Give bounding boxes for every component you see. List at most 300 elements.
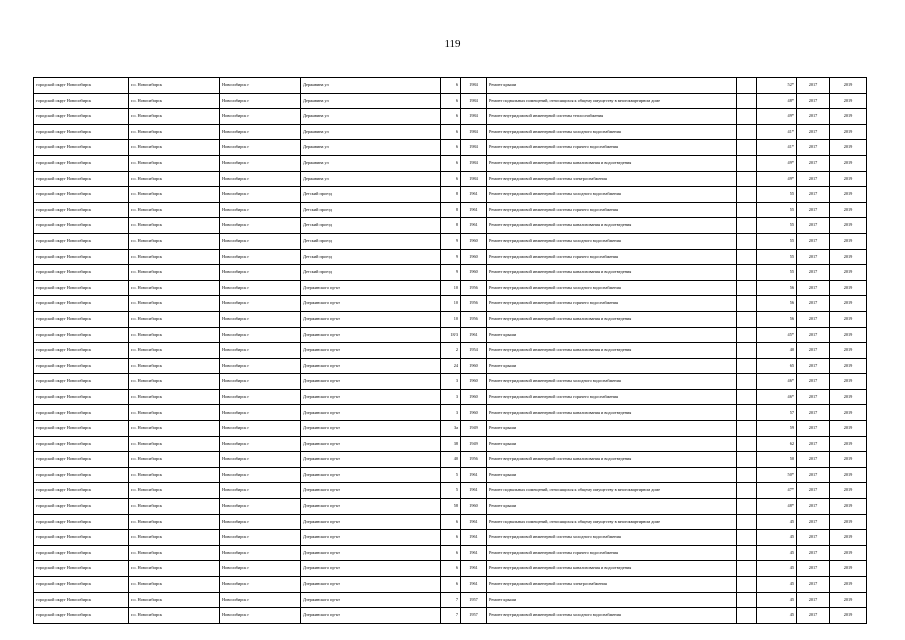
work-type-cell: Ремонт внутридомовой инженерной системы холодного водоснабжения [487, 187, 737, 203]
wear-percent-cell: 45 [757, 514, 797, 530]
wear-percent-cell: 50* [757, 467, 797, 483]
wear-percent-cell: 50 [757, 452, 797, 468]
year-built-cell: 1960 [461, 389, 487, 405]
district-cell: г.о. Новосибирск [129, 389, 220, 405]
start-year-cell: 2017 [797, 78, 830, 94]
municipality-cell: городской округ Новосибирск [34, 358, 129, 374]
wear-percent-cell: 55 [757, 187, 797, 203]
wear-percent-cell: 45 [757, 561, 797, 577]
city-cell: Новосибирск г [220, 545, 301, 561]
house-number-cell: 9 [441, 233, 461, 249]
empty-cell [737, 499, 757, 515]
work-type-cell: Ремонт крыши [487, 327, 737, 343]
city-cell: Новосибирск г [220, 311, 301, 327]
street-cell: Дзержинского пр-кт [301, 608, 441, 624]
table-row [34, 187, 867, 203]
district-cell: г.о. Новосибирск [129, 187, 220, 203]
work-type-cell: Ремонт внутридомовой инженерной системы электроснабжения [487, 171, 737, 187]
house-number-cell: 3 [441, 405, 461, 421]
wear-percent-cell: 46* [757, 374, 797, 390]
end-year-cell: 2019 [830, 171, 867, 187]
city-cell: Новосибирск г [220, 389, 301, 405]
street-cell: Дзержинского пр-кт [301, 389, 441, 405]
end-year-cell: 2019 [830, 452, 867, 468]
empty-cell [737, 514, 757, 530]
work-type-cell: Ремонт внутридомовой инженерной системы горячего водоснабжения [487, 296, 737, 312]
house-number-cell: 40 [441, 452, 461, 468]
house-number-cell: 3 [441, 374, 461, 390]
district-cell: г.о. Новосибирск [129, 171, 220, 187]
street-cell: Детский проезд [301, 218, 441, 234]
street-cell: Дзержинского пр-кт [301, 374, 441, 390]
end-year-cell: 2019 [830, 467, 867, 483]
work-type-cell: Ремонт крыши [487, 421, 737, 437]
city-cell: Новосибирск г [220, 155, 301, 171]
street-cell: Дзержинского пр-кт [301, 467, 441, 483]
start-year-cell: 2017 [797, 265, 830, 281]
municipality-cell: городской округ Новосибирск [34, 499, 129, 515]
work-type-cell: Ремонт внутридомовой инженерной системы канализования и водоотведения [487, 561, 737, 577]
end-year-cell: 2019 [830, 358, 867, 374]
end-year-cell: 2019 [830, 202, 867, 218]
year-built-cell: 1961 [461, 187, 487, 203]
empty-cell [737, 358, 757, 374]
wear-percent-cell: 48* [757, 499, 797, 515]
table-row [34, 374, 867, 390]
district-cell: г.о. Новосибирск [129, 249, 220, 265]
street-cell: Дзержинского пр-кт [301, 483, 441, 499]
wear-percent-cell: 45 [757, 530, 797, 546]
municipality-cell: городской округ Новосибирск [34, 233, 129, 249]
district-cell: г.о. Новосибирск [129, 545, 220, 561]
work-type-cell: Ремонт внутридомовой инженерной системы горячего водоснабжения [487, 140, 737, 156]
work-type-cell: Ремонт внутридомовой инженерной системы холодного водоснабжения [487, 530, 737, 546]
wear-percent-cell: 41* [757, 124, 797, 140]
street-cell: Детский проезд [301, 249, 441, 265]
district-cell: г.о. Новосибирск [129, 608, 220, 624]
municipality-cell: городской округ Новосибирск [34, 109, 129, 125]
empty-cell [737, 296, 757, 312]
street-cell: Дзержинского пр-кт [301, 452, 441, 468]
year-built-cell: 1961 [461, 483, 487, 499]
table-row [34, 483, 867, 499]
district-cell: г.о. Новосибирск [129, 140, 220, 156]
street-cell: Дзержинского пр-кт [301, 436, 441, 452]
street-cell: Дзержинского пр-кт [301, 530, 441, 546]
work-type-cell: Ремонт крыши [487, 358, 737, 374]
district-cell: г.о. Новосибирск [129, 155, 220, 171]
table-row [34, 93, 867, 109]
work-type-cell: Ремонт внутридомовой инженерной системы электроснабжения [487, 577, 737, 593]
table-row [34, 155, 867, 171]
wear-percent-cell: 48* [757, 93, 797, 109]
start-year-cell: 2017 [797, 452, 830, 468]
street-cell: Дзержинского пр-кт [301, 545, 441, 561]
empty-cell [737, 530, 757, 546]
street-cell: Державина ул [301, 78, 441, 94]
year-built-cell: 1960 [461, 233, 487, 249]
year-built-cell: 1961 [461, 545, 487, 561]
table-row [34, 545, 867, 561]
start-year-cell: 2017 [797, 467, 830, 483]
district-cell: г.о. Новосибирск [129, 218, 220, 234]
municipality-cell: городской округ Новосибирск [34, 265, 129, 281]
municipality-cell: городской округ Новосибирск [34, 514, 129, 530]
table-row [34, 171, 867, 187]
empty-cell [737, 577, 757, 593]
city-cell: Новосибирск г [220, 436, 301, 452]
year-built-cell: 1984 [461, 171, 487, 187]
house-number-cell: 8 [441, 218, 461, 234]
district-cell: г.о. Новосибирск [129, 296, 220, 312]
city-cell: Новосибирск г [220, 405, 301, 421]
year-built-cell: 1984 [461, 78, 487, 94]
municipality-cell: городской округ Новосибирск [34, 436, 129, 452]
start-year-cell: 2017 [797, 202, 830, 218]
start-year-cell: 2017 [797, 483, 830, 499]
work-type-cell: Ремонт крыши [487, 592, 737, 608]
house-number-cell: 8 [441, 187, 461, 203]
house-number-cell: 7 [441, 608, 461, 624]
district-cell: г.о. Новосибирск [129, 280, 220, 296]
year-built-cell: 1960 [461, 499, 487, 515]
end-year-cell: 2019 [830, 140, 867, 156]
year-built-cell: 1961 [461, 327, 487, 343]
end-year-cell: 2019 [830, 233, 867, 249]
street-cell: Дзержинского пр-кт [301, 514, 441, 530]
year-built-cell: 1961 [461, 467, 487, 483]
wear-percent-cell: 49* [757, 109, 797, 125]
empty-cell [737, 155, 757, 171]
municipality-cell: городской округ Новосибирск [34, 187, 129, 203]
municipality-cell: городской округ Новосибирск [34, 483, 129, 499]
wear-percent-cell: 55 [757, 202, 797, 218]
street-cell: Державина ул [301, 171, 441, 187]
start-year-cell: 2017 [797, 389, 830, 405]
municipality-cell: городской округ Новосибирск [34, 249, 129, 265]
street-cell: Дзержинского пр-кт [301, 343, 441, 359]
street-cell: Дзержинского пр-кт [301, 280, 441, 296]
empty-cell [737, 421, 757, 437]
street-cell: Державина ул [301, 155, 441, 171]
table-row [34, 452, 867, 468]
wear-percent-cell: 55 [757, 249, 797, 265]
municipality-cell: городской округ Новосибирск [34, 296, 129, 312]
empty-cell [737, 171, 757, 187]
year-built-cell: 1984 [461, 93, 487, 109]
house-number-cell: 7 [441, 592, 461, 608]
municipality-cell: городской округ Новосибирск [34, 311, 129, 327]
wear-percent-cell: 56 [757, 311, 797, 327]
table-row [34, 421, 867, 437]
municipality-cell: городской округ Новосибирск [34, 124, 129, 140]
house-number-cell: 6 [441, 124, 461, 140]
district-cell: г.о. Новосибирск [129, 93, 220, 109]
empty-cell [737, 561, 757, 577]
district-cell: г.о. Новосибирск [129, 327, 220, 343]
start-year-cell: 2017 [797, 374, 830, 390]
house-number-cell: 5 [441, 483, 461, 499]
empty-cell [737, 467, 757, 483]
work-type-cell: Ремонт внутридомовой инженерной системы холодного водоснабжения [487, 124, 737, 140]
table-row [34, 233, 867, 249]
end-year-cell: 2019 [830, 374, 867, 390]
district-cell: г.о. Новосибирск [129, 499, 220, 515]
start-year-cell: 2017 [797, 280, 830, 296]
city-cell: Новосибирск г [220, 499, 301, 515]
wear-percent-cell: 40 [757, 343, 797, 359]
district-cell: г.о. Новосибирск [129, 265, 220, 281]
start-year-cell: 2017 [797, 233, 830, 249]
house-number-cell: 6 [441, 561, 461, 577]
empty-cell [737, 233, 757, 249]
end-year-cell: 2019 [830, 187, 867, 203]
table-row [34, 405, 867, 421]
empty-cell [737, 202, 757, 218]
house-number-cell: 18/3 [441, 327, 461, 343]
end-year-cell: 2019 [830, 421, 867, 437]
start-year-cell: 2017 [797, 109, 830, 125]
wear-percent-cell: 45 [757, 545, 797, 561]
table-body [34, 78, 867, 624]
municipality-cell: городской округ Новосибирск [34, 452, 129, 468]
city-cell: Новосибирск г [220, 280, 301, 296]
street-cell: Дзержинского пр-кт [301, 577, 441, 593]
district-cell: г.о. Новосибирск [129, 358, 220, 374]
city-cell: Новосибирск г [220, 327, 301, 343]
municipality-cell: городской округ Новосибирск [34, 374, 129, 390]
wear-percent-cell: 45 [757, 577, 797, 593]
start-year-cell: 2017 [797, 561, 830, 577]
house-number-cell: 10 [441, 280, 461, 296]
start-year-cell: 2017 [797, 93, 830, 109]
wear-percent-cell: 49* [757, 171, 797, 187]
street-cell: Дзержинского пр-кт [301, 327, 441, 343]
wear-percent-cell: 59 [757, 421, 797, 437]
end-year-cell: 2019 [830, 561, 867, 577]
house-number-cell: 8 [441, 202, 461, 218]
city-cell: Новосибирск г [220, 265, 301, 281]
district-cell: г.о. Новосибирск [129, 124, 220, 140]
city-cell: Новосибирск г [220, 592, 301, 608]
district-cell: г.о. Новосибирск [129, 202, 220, 218]
work-type-cell: Ремонт крыши [487, 499, 737, 515]
house-number-cell: 3а [441, 421, 461, 437]
city-cell: Новосибирск г [220, 78, 301, 94]
street-cell: Державина ул [301, 93, 441, 109]
work-type-cell: Ремонт подвальных помещений, относящихся к общему имуществу в многоквартирном доме [487, 483, 737, 499]
empty-cell [737, 545, 757, 561]
city-cell: Новосибирск г [220, 467, 301, 483]
table-row [34, 389, 867, 405]
empty-cell [737, 389, 757, 405]
city-cell: Новосибирск г [220, 577, 301, 593]
street-cell: Державина ул [301, 124, 441, 140]
city-cell: Новосибирск г [220, 343, 301, 359]
end-year-cell: 2019 [830, 577, 867, 593]
start-year-cell: 2017 [797, 311, 830, 327]
year-built-cell: 1957 [461, 592, 487, 608]
empty-cell [737, 343, 757, 359]
start-year-cell: 2017 [797, 327, 830, 343]
wear-percent-cell: 45 [757, 608, 797, 624]
municipality-cell: городской округ Новосибирск [34, 93, 129, 109]
street-cell: Державина ул [301, 140, 441, 156]
house-number-cell: 6 [441, 514, 461, 530]
district-cell: г.о. Новосибирск [129, 483, 220, 499]
year-built-cell: 1956 [461, 280, 487, 296]
street-cell: Дзержинского пр-кт [301, 358, 441, 374]
table-row [34, 78, 867, 94]
municipality-cell: городской округ Новосибирск [34, 608, 129, 624]
municipality-cell: городской округ Новосибирск [34, 202, 129, 218]
city-cell: Новосибирск г [220, 452, 301, 468]
table-row [34, 514, 867, 530]
end-year-cell: 2019 [830, 265, 867, 281]
wear-percent-cell: 45 [757, 592, 797, 608]
house-number-cell: 9 [441, 265, 461, 281]
city-cell: Новосибирск г [220, 187, 301, 203]
year-built-cell: 1961 [461, 561, 487, 577]
wear-percent-cell: 47* [757, 483, 797, 499]
year-built-cell: 1957 [461, 608, 487, 624]
end-year-cell: 2019 [830, 483, 867, 499]
city-cell: Новосибирск г [220, 514, 301, 530]
end-year-cell: 2019 [830, 296, 867, 312]
house-number-cell: 6 [441, 530, 461, 546]
street-cell: Дзержинского пр-кт [301, 421, 441, 437]
start-year-cell: 2017 [797, 171, 830, 187]
city-cell: Новосибирск г [220, 483, 301, 499]
wear-percent-cell: 46* [757, 389, 797, 405]
table-row [34, 577, 867, 593]
start-year-cell: 2017 [797, 155, 830, 171]
empty-cell [737, 452, 757, 468]
year-built-cell: 1984 [461, 155, 487, 171]
municipality-cell: городской округ Новосибирск [34, 140, 129, 156]
empty-cell [737, 280, 757, 296]
work-type-cell: Ремонт внутридомовой инженерной системы теплоснабжения [487, 109, 737, 125]
wear-percent-cell: 56 [757, 296, 797, 312]
municipality-cell: городской округ Новосибирск [34, 155, 129, 171]
city-cell: Новосибирск г [220, 233, 301, 249]
year-built-cell: 1961 [461, 577, 487, 593]
municipality-cell: городской округ Новосибирск [34, 592, 129, 608]
end-year-cell: 2019 [830, 545, 867, 561]
work-type-cell: Ремонт внутридомовой инженерной системы канализования и водоотведения [487, 452, 737, 468]
city-cell: Новосибирск г [220, 608, 301, 624]
work-type-cell: Ремонт внутридомовой инженерной системы холодного водоснабжения [487, 280, 737, 296]
table-row [34, 311, 867, 327]
year-built-cell: 1961 [461, 202, 487, 218]
empty-cell [737, 187, 757, 203]
end-year-cell: 2019 [830, 78, 867, 94]
work-type-cell: Ремонт крыши [487, 436, 737, 452]
work-type-cell: Ремонт подвальных помещений, относящихся к общему имуществу в многоквартирном доме [487, 514, 737, 530]
municipality-cell: городской округ Новосибирск [34, 78, 129, 94]
start-year-cell: 2017 [797, 140, 830, 156]
district-cell: г.о. Новосибирск [129, 436, 220, 452]
table-row [34, 202, 867, 218]
table-row [34, 124, 867, 140]
year-built-cell: 1949 [461, 436, 487, 452]
table-row [34, 280, 867, 296]
house-number-cell: 6 [441, 78, 461, 94]
table-row [34, 436, 867, 452]
end-year-cell: 2019 [830, 389, 867, 405]
work-type-cell: Ремонт внутридомовой инженерной системы холодного водоснабжения [487, 233, 737, 249]
work-type-cell: Ремонт внутридомовой инженерной системы канализования и водоотведения [487, 343, 737, 359]
empty-cell [737, 249, 757, 265]
year-built-cell: 1984 [461, 109, 487, 125]
end-year-cell: 2019 [830, 124, 867, 140]
start-year-cell: 2017 [797, 499, 830, 515]
city-cell: Новосибирск г [220, 140, 301, 156]
start-year-cell: 2017 [797, 608, 830, 624]
city-cell: Новосибирск г [220, 171, 301, 187]
empty-cell [737, 93, 757, 109]
end-year-cell: 2019 [830, 530, 867, 546]
city-cell: Новосибирск г [220, 296, 301, 312]
wear-percent-cell: 56 [757, 280, 797, 296]
year-built-cell: 1960 [461, 249, 487, 265]
city-cell: Новосибирск г [220, 202, 301, 218]
year-built-cell: 1956 [461, 311, 487, 327]
district-cell: г.о. Новосибирск [129, 452, 220, 468]
city-cell: Новосибирск г [220, 358, 301, 374]
end-year-cell: 2019 [830, 514, 867, 530]
repair-schedule-table [33, 77, 867, 624]
street-cell: Дзержинского пр-кт [301, 311, 441, 327]
empty-cell [737, 265, 757, 281]
year-built-cell: 1984 [461, 140, 487, 156]
house-number-cell: 2 [441, 343, 461, 359]
wear-percent-cell: 52* [757, 78, 797, 94]
table-row [34, 109, 867, 125]
house-number-cell: 6 [441, 140, 461, 156]
empty-cell [737, 109, 757, 125]
empty-cell [737, 608, 757, 624]
empty-cell [737, 483, 757, 499]
municipality-cell: городской округ Новосибирск [34, 218, 129, 234]
house-number-cell: 6 [441, 171, 461, 187]
end-year-cell: 2019 [830, 405, 867, 421]
district-cell: г.о. Новосибирск [129, 592, 220, 608]
house-number-cell: 58 [441, 499, 461, 515]
city-cell: Новосибирск г [220, 530, 301, 546]
street-cell: Дзержинского пр-кт [301, 296, 441, 312]
year-built-cell: 1961 [461, 218, 487, 234]
table-row [34, 327, 867, 343]
work-type-cell: Ремонт внутридомовой инженерной системы горячего водоснабжения [487, 249, 737, 265]
empty-cell [737, 405, 757, 421]
municipality-cell: городской округ Новосибирск [34, 530, 129, 546]
district-cell: г.о. Новосибирск [129, 343, 220, 359]
start-year-cell: 2017 [797, 421, 830, 437]
wear-percent-cell: 55 [757, 265, 797, 281]
start-year-cell: 2017 [797, 218, 830, 234]
district-cell: г.о. Новосибирск [129, 405, 220, 421]
house-number-cell: 6 [441, 545, 461, 561]
house-number-cell: 6 [441, 93, 461, 109]
end-year-cell: 2019 [830, 436, 867, 452]
work-type-cell: Ремонт внутридомовой инженерной системы канализования и водоотведения [487, 265, 737, 281]
start-year-cell: 2017 [797, 187, 830, 203]
wear-percent-cell: 41* [757, 140, 797, 156]
house-number-cell: 6 [441, 577, 461, 593]
start-year-cell: 2017 [797, 249, 830, 265]
start-year-cell: 2017 [797, 405, 830, 421]
